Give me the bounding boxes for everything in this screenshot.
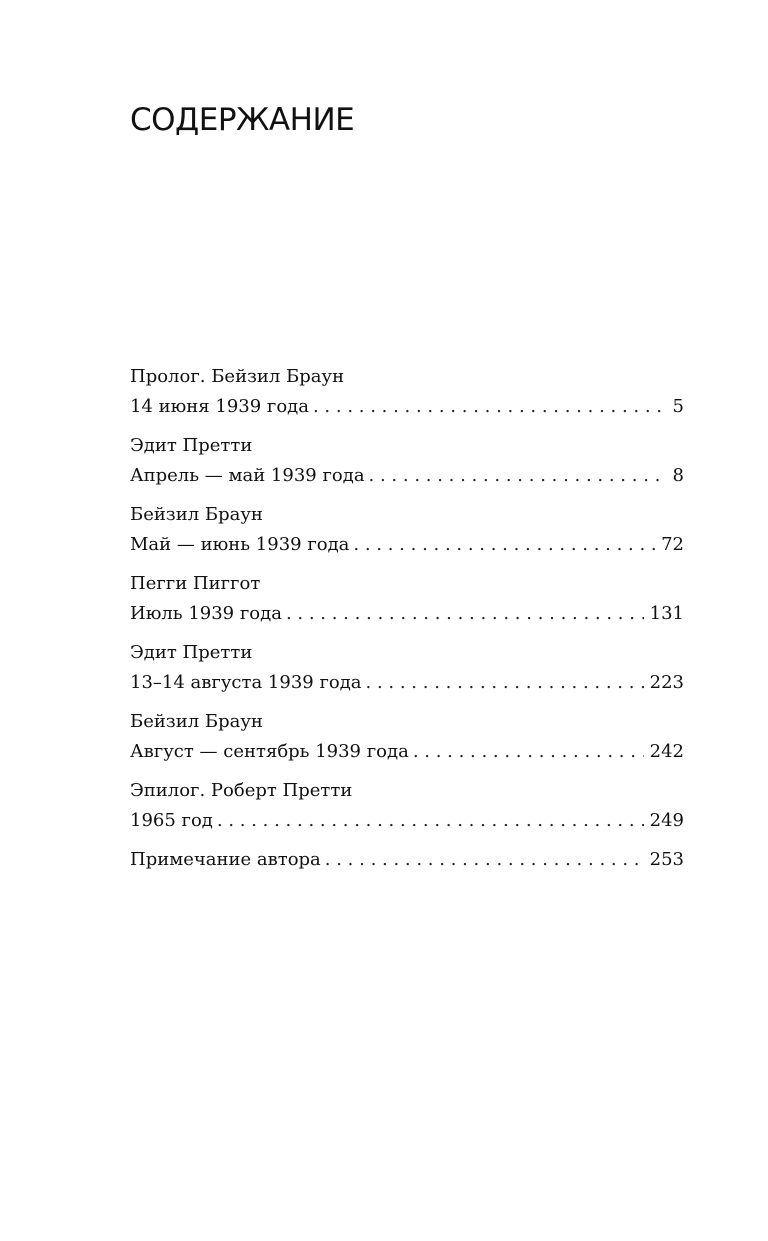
toc-entry — [130, 569, 684, 629]
toc-entry-title: Май — июнь 1939 года — [130, 534, 350, 555]
toc-entry — [130, 845, 684, 875]
dot-leader — [353, 530, 655, 560]
dot-leader — [366, 668, 644, 698]
table-of-contents — [130, 362, 684, 884]
toc-line[interactable] — [130, 806, 684, 836]
toc-entry-heading: Бейзил Браун — [130, 504, 263, 525]
toc-line[interactable] — [130, 461, 684, 491]
dot-leader — [313, 392, 667, 422]
dot-leader — [413, 737, 644, 767]
toc-entry — [130, 638, 684, 698]
page-number: 72 — [661, 534, 684, 555]
dot-leader — [325, 845, 644, 875]
toc-entry-title: Апрель — май 1939 года — [130, 465, 365, 486]
toc-entry-title: 14 июня 1939 года — [130, 396, 309, 417]
toc-entry — [130, 362, 684, 422]
toc-entry-title: 1965 год — [130, 810, 213, 831]
toc-entry-heading: Эдит Претти — [130, 435, 253, 456]
toc-entry-heading: Пролог. Бейзил Браун — [130, 366, 345, 387]
toc-line[interactable] — [130, 737, 684, 767]
toc-entry-title: Август — сентябрь 1939 года — [130, 741, 409, 762]
page-number: 131 — [649, 603, 684, 624]
toc-line[interactable] — [130, 530, 684, 560]
page-number: 253 — [649, 849, 684, 870]
toc-entry-title: Примечание автора — [130, 849, 321, 870]
toc-entry — [130, 776, 684, 836]
toc-entry — [130, 500, 684, 560]
dot-leader — [369, 461, 667, 491]
dot-leader — [286, 599, 644, 629]
toc-entry — [130, 431, 684, 491]
page-number: 5 — [672, 396, 684, 417]
toc-entry-title: Июль 1939 года — [130, 603, 282, 624]
toc-entry-title: 13–14 августа 1939 года — [130, 672, 362, 693]
page-number: 223 — [649, 672, 684, 693]
page-title: СОДЕРЖАНИЕ — [130, 102, 355, 138]
toc-entry-heading: Эпилог. Роберт Претти — [130, 780, 353, 801]
toc-line[interactable] — [130, 392, 684, 422]
toc-entry-heading: Пегги Пиггот — [130, 573, 261, 594]
page-number: 249 — [649, 810, 684, 831]
toc-entry-heading: Эдит Претти — [130, 642, 253, 663]
toc-entry — [130, 707, 684, 767]
toc-line[interactable] — [130, 668, 684, 698]
toc-line[interactable] — [130, 845, 684, 875]
dot-leader — [217, 806, 644, 836]
toc-line[interactable] — [130, 599, 684, 629]
toc-entry-heading: Бейзил Браун — [130, 711, 263, 732]
page-number: 242 — [649, 741, 684, 762]
page-number: 8 — [672, 465, 684, 486]
